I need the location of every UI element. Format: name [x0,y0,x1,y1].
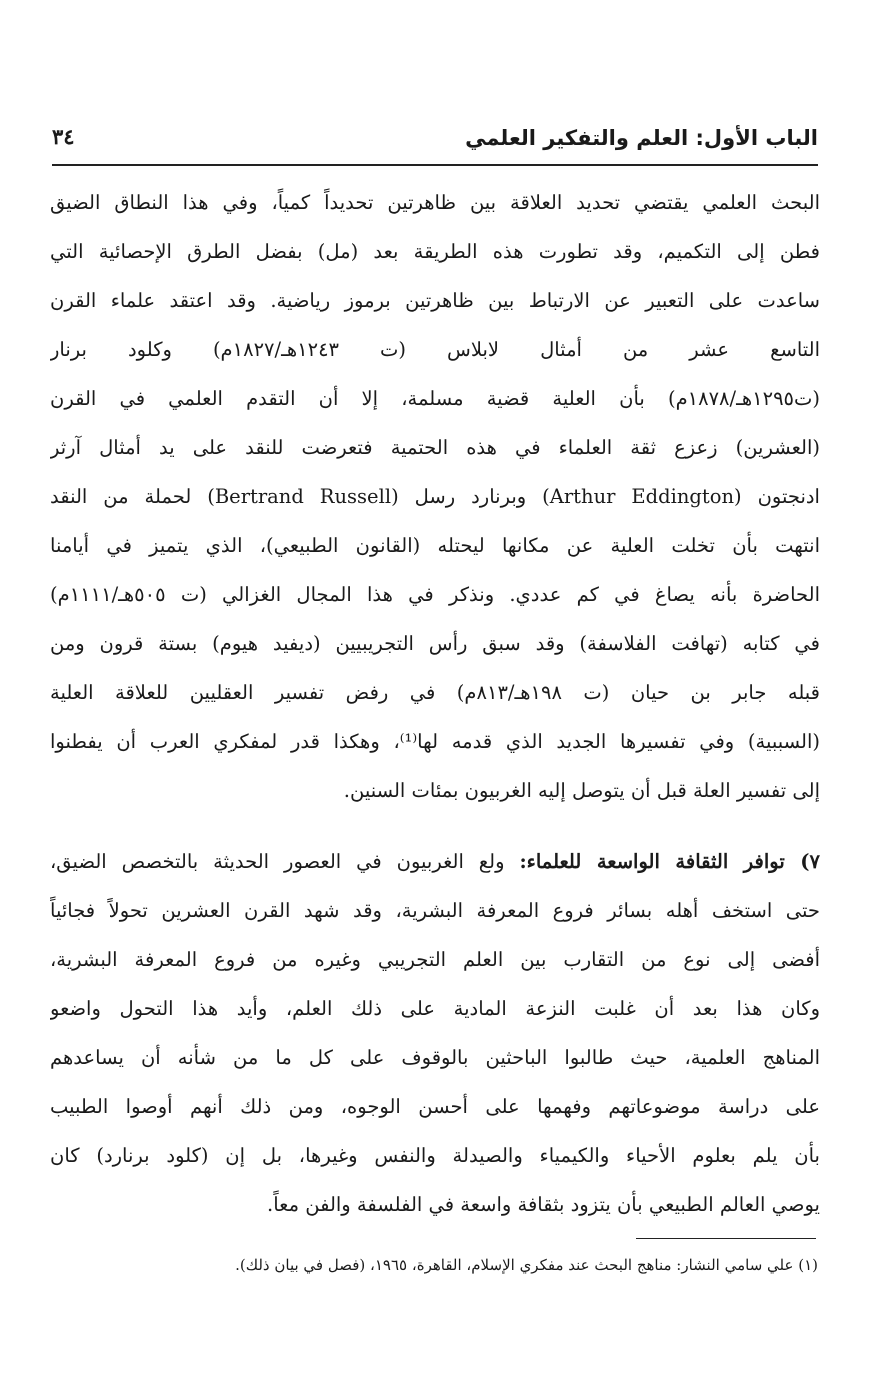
text-line: انتهت بأن تخلت العلية عن مكانها ليحتله (القانون الطبيعي)، الذي يتميز في أيامنا [50,534,820,557]
text-line: (السببية) وفي تفسيرها الجديد الذي قدمه لها⁽¹⁾، وهكذا قدر لمفكري العرب أن يفطنوا [50,730,820,753]
text-line [50,837,820,886]
text-line: حتى استخف أهله بسائر فروع المعرفة البشرية، وقد شهد القرن العشرين تحولاً فجائياً [50,899,820,922]
text-line: فطن إلى التكميم، وقد تطورت هذه الطريقة بعد (مل) بفضل الطرق الإحصائية التي [50,240,820,263]
body-text [50,178,820,1229]
text-line: قبله جابر بن حيان (ت ١٩٨هـ/٨١٣م) في رفض تفسير العقليين للعلاقة العلية [50,681,820,704]
section-lead: ٧) توافر الثقافة الواسعة للعلماء: [519,850,820,873]
text-line: بأن يلم بعلوم الأحياء والكيمياء والصيدلة والنفس وغيرها، بل إن (كلود برنارد) كان [50,1144,820,1167]
text-line: يوصي العالم الطبيعي بأن يتزود بثقافة واسعة في الفلسفة والفن معاً. [267,1193,820,1216]
text-line: وكان هذا بعد أن غلبت النزعة المادية على ذلك العلم، وأيد هذا التحول واضعو [50,997,820,1020]
text-line: التاسع عشر من أمثال لابلاس (ت ١٢٤٣هـ/١٨٢٧م) وكلود برنار [50,338,820,361]
footnote: (١) علي سامي النشار: مناهج البحث عند مفكري الإسلام، القاهرة، ١٩٦٥، (فصل في بيان ذلك). [235,1256,818,1274]
header-rule [52,164,818,166]
running-header [52,118,818,164]
footnote-rule [636,1238,816,1239]
text-line: الحاضرة بأنه يصاغ في كم عددي. ونذكر في هذا المجال الغزالي (ت ٥٠٥هـ/١١١١م) [50,583,820,606]
paragraph-broad-culture [50,837,820,1229]
text-line: في كتابه (تهافت الفلاسفة) وقد سبق رأس التجريبيين (ديفيد هيوم) بستة قرون ومن [50,632,820,655]
paragraph-causality [50,178,820,815]
text-line: ادنجتون (Arthur Eddington) وبرنارد رسل (Bertrand Russell) لحملة من النقد [50,485,820,508]
text-line: (العشرين) زعزع ثقة العلماء في هذه الحتمية فتعرضت للنقد على يد أمثال آرثر [50,436,820,459]
text-line: أفضى إلى نوع من التقارب بين العلم التجريبي وغيره من فروع المعرفة البشرية، [50,948,820,971]
page-number: ٣٤ [52,124,75,149]
lead-continuation: ولع الغربيون في العصور الحديثة بالتخصص الضيق، [50,850,520,873]
text-line: على دراسة موضوعاتهم وفهمها على أحسن الوجوه، ومن ذلك أنهم أوصوا الطبيب [50,1095,820,1118]
text-line: المناهج العلمية، حيث طالبوا الباحثين بالوقوف على كل ما من شأنه أن يساعدهم [50,1046,820,1069]
text-line: (ت١٢٩٥هـ/١٨٧٨م) بأن العلية قضية مسلمة، إلا أن التقدم العلمي في القرن [50,387,820,410]
text-line: ساعدت على التعبير عن الارتباط بين ظاهرتين برموز رياضية. وقد اعتقد علماء القرن [50,289,820,312]
text-line: البحث العلمي يقتضي تحديد العلاقة بين ظاهرتين تحديداً كمياً، وفي هذا النطاق الضيق [50,191,820,214]
paragraph-gap [50,815,820,837]
text-line: إلى تفسير العلة قبل أن يتوصل إليه الغربيون بمئات السنين. [343,779,820,802]
chapter-title: الباب الأول: العلم والتفكير العلمي [465,126,818,150]
